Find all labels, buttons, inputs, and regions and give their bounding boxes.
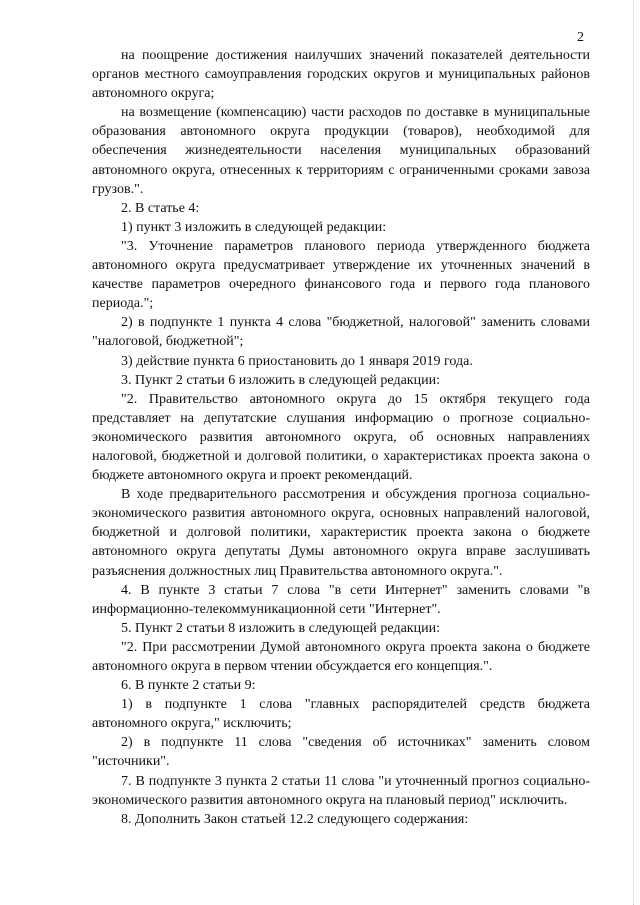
paragraph-article-9-item-2: 2) в подпункте 11 слова "сведения об источниках" заменить словом "источники". xyxy=(92,735,590,770)
paragraph-article-6-heading: 3. Пункт 2 статьи 6 изложить в следующей редакции: xyxy=(121,372,440,388)
page-edge-line xyxy=(633,0,634,905)
paragraph-article-4-item-2: 2) в подпункте 1 пункта 4 слова "бюджетной, налоговой" заменить словами "налоговой, бюджетной"; xyxy=(92,315,590,350)
paragraph-article-9-item-1: 1) в подпункте 1 слова "главных распорядителей средств бюджета автономного округа," исключить; xyxy=(92,697,590,732)
paragraph-article-8-heading: 5. Пункт 2 статьи 8 изложить в следующей редакции: xyxy=(121,620,440,636)
paragraph-article-7: 4. В пункте 3 статьи 7 слова "в сети Интернет" заменить словами "в информационно-телекоммуникационной сети "Интернет". xyxy=(92,582,590,617)
paragraph-article-9-heading: 6. В пункте 2 статьи 9: xyxy=(121,678,256,694)
paragraph-incentive: на поощрение достижения наилучших значений показателей деятельности органов местного самоуправления городских округов и муниципальных районов автономного округа; xyxy=(92,48,590,102)
paragraph-article-6-text: "2. Правительство автономного округа до 15 октября текущего года представляет на депутатские слушания информацию о прогнозе социально-экономического развития автономного округа, об основных направлениях налоговой, бюджетной и долговой политики, о характеристиках проекта закона о бюджете автономного округа и проект рекомендаций. xyxy=(92,391,590,484)
paragraph-compensation: на возмещение (компенсацию) части расходов по доставке в муниципальные образования автономного округа продукции (товаров), необходимой для обеспечения жизнедеятельности населения муниципальных образований автономного округа, отнесенных к территориям с ограниченными сроками завоза грузов.". xyxy=(92,105,590,197)
paragraph-article-11: 7. В подпункте 3 пункта 2 статьи 11 слова "и уточненный прогноз социально-экономического развития автономного округа на плановый период" исключить. xyxy=(92,773,590,808)
paragraph-article-4-item-3: 3) действие пункта 6 приостановить до 1 января 2019 года. xyxy=(121,353,473,369)
paragraph-article-4-item-1-text: "3. Уточнение параметров планового периода утвержденного бюджета автономного округа предусматривает утверждение их уточненных значений в качестве параметров очередного финансового года и первого года планового периода."; xyxy=(92,238,590,312)
paragraph-article-6-text-2: В ходе предварительного рассмотрения и обсуждения прогноза социально-экономического развития автономного округа, основных направлений налоговой, бюджетной и долговой политики, характеристик проекта закона о бюджете автономного округа депутаты Думы автономного округа вправе заслушивать разъяснения должностных лиц Правительства автономного округа.". xyxy=(92,487,590,579)
document-body xyxy=(92,46,590,829)
paragraph-article-4-item-1: 1) пункт 3 изложить в следующей редакции: xyxy=(121,219,387,235)
paragraph-article-8-text: "2. При рассмотрении Думой автономного округа проекта закона о бюджете автономного округа в первом чтении обсуждается его концепция.". xyxy=(92,639,590,674)
page-number: 2 xyxy=(577,30,584,45)
paragraph-article-12-2: 8. Дополнить Закон статьей 12.2 следующего содержания: xyxy=(121,811,469,827)
paragraph-article-4-heading: 2. В статье 4: xyxy=(121,200,200,216)
